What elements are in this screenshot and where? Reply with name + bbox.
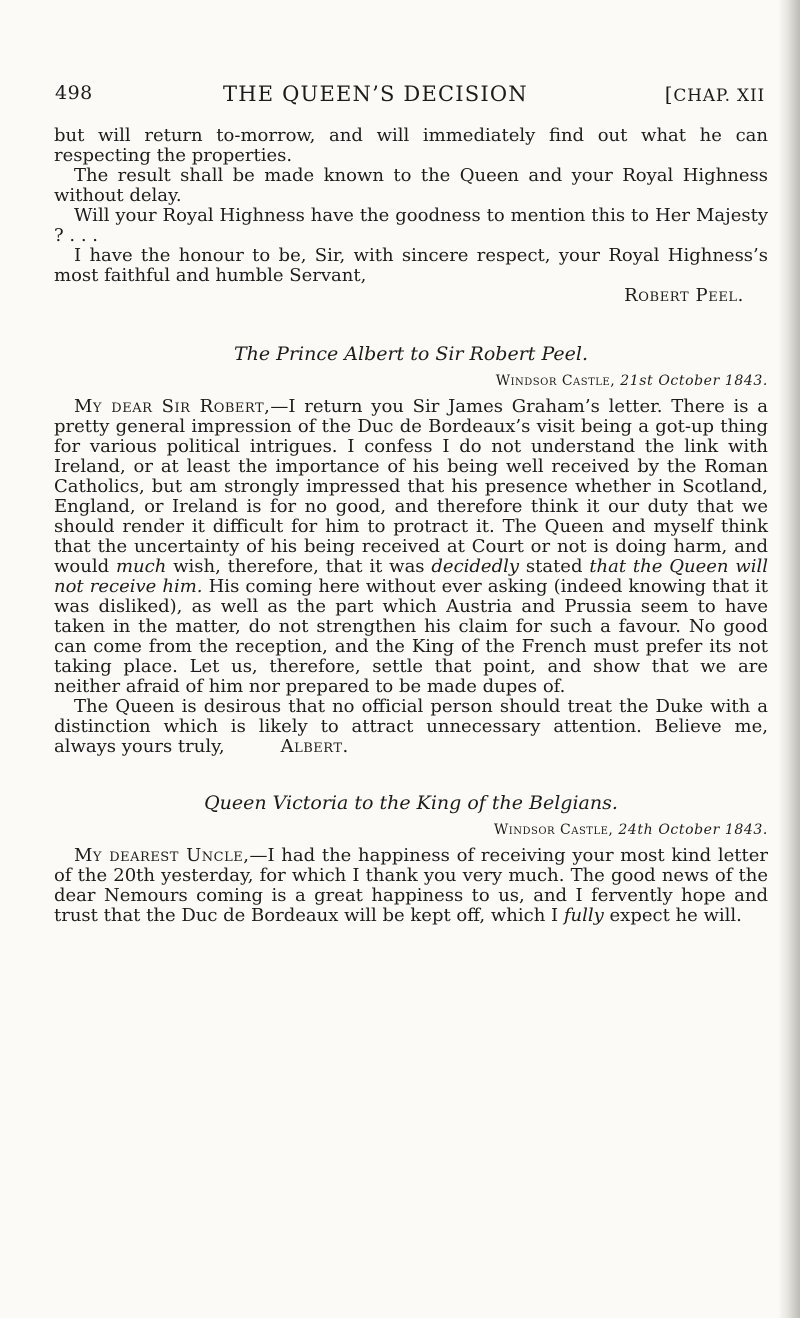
- albert-dateline: Windsor Castle, 21st October 1843.: [495, 373, 768, 389]
- albert-letter-heading: The Prince Albert to Sir Robert Peel.: [233, 343, 589, 365]
- peel-paragraph-4: I have the honour to be, Sir, with sincere respect, your Royal Highness’s most faithful and humble Servant,: [54, 245, 768, 286]
- albert-paragraph-2: The Queen is desirous that no official person should treat the Duke with a distinction which is likely to attract unnecessary attention. Believe me, always yours truly, Albert.: [54, 696, 768, 757]
- albert-paragraph-1: My dear Sir Robert,—I return you Sir James Graham’s letter. There is a pretty general impression of the Duc de Bordeaux’s visit being a got-up thing for various political intrigues. I confess I do not understand the link with Ireland, or at least the importance of his being well received by the Roman Catholics, but am strongly impressed that his presence whether in Scotland, England, or Ireland is for no good, and therefore think it our duty that we should render it difficult for him to protract it. The Queen and myself think that the uncertainty of his being received at Court or not is doing harm, and would much wish, therefore, that it was decidedly stated that the Queen will not receive him. His coming here without ever asking (indeed knowing that it was disliked), as well as the part which Austria and Prussia seem to have taken in the matter, do not strengthen his claim for such a favour. No good can come from the reception, and the King of the French must prefer its not taking place. Let us, therefore, settle that point, and show that we are neither afraid of him nor prepared to be made dupes of.: [54, 396, 769, 697]
- page-edge-shadow: [778, 0, 800, 1318]
- peel-paragraph-3: Will your Royal Highness have the goodness to mention this to Her Majesty ? . . .: [54, 205, 768, 246]
- albert-signature: Albert.: [280, 736, 349, 757]
- albert-salutation: My dear Sir Robert,: [74, 396, 271, 417]
- chapter-label: [CHAP. XII: [664, 82, 765, 106]
- running-title: THE QUEEN’S DECISION: [223, 82, 528, 106]
- peel-signature: Robert Peel.: [624, 285, 744, 306]
- page-body: [54, 126, 768, 926]
- victoria-dateline: Windsor Castle, 24th October 1843.: [493, 822, 768, 838]
- peel-paragraph-2: The result shall be made known to the Queen and your Royal Highness without delay.: [54, 165, 768, 206]
- victoria-letter-heading: Queen Victoria to the King of the Belgians.: [204, 792, 618, 814]
- peel-paragraph-1: but will return to-morrow, and will immediately find out what he can respecting the properties.: [54, 125, 768, 166]
- victoria-paragraph-1: My dearest Uncle,—I had the happiness of receiving your most kind letter of the 20th yesterday, for which I thank you very much. The good news of the dear Nemours coming is a great happiness to us, and I fervently hope and trust that the Duc de Bordeaux will be kept off, which I fully expect he will.: [54, 845, 768, 926]
- victoria-salutation: My dearest Uncle,: [74, 845, 250, 866]
- running-header: [55, 82, 765, 112]
- page-number: 498: [55, 82, 93, 104]
